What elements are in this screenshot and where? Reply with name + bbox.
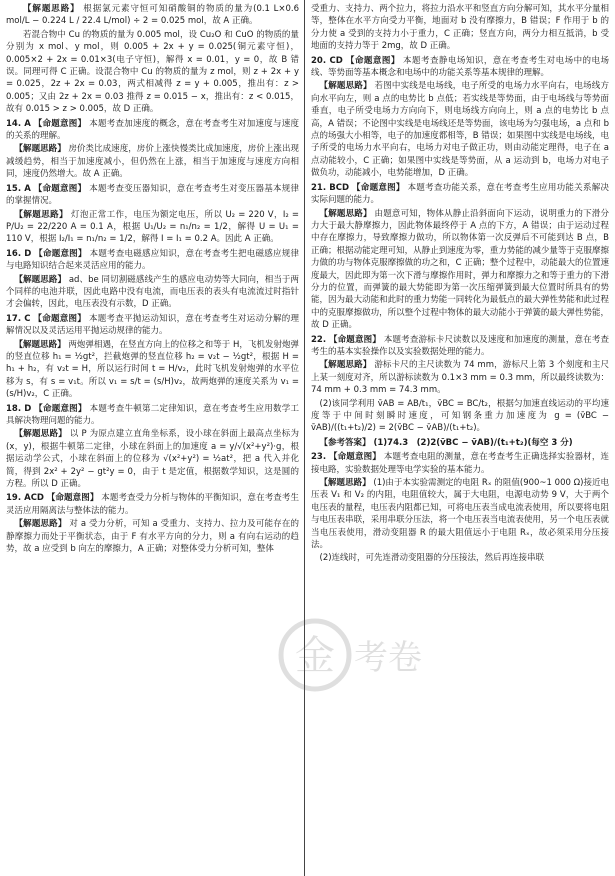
question-16 xyxy=(6,248,299,273)
solution-label: 【解题思路】 xyxy=(14,339,66,350)
question-number: 19. ACD xyxy=(6,493,44,504)
intent-label: 【命题意图】 xyxy=(33,313,87,324)
answer-text: (1)74.3 (2)2(v̄BC − v̄AB)/(t₁+t₂)(每空 3 分) xyxy=(373,437,573,448)
column-divider xyxy=(304,0,305,876)
solution-text: 游标卡尺的主尺读数为 74 mm，游标尺上第 3 个刻度和主尺上某一刻度对齐，所以游标读数为 0.1×3 mm = 0.3 mm，所以最终读数为：74 mm + 0.3 mm = 74.3 mm。 xyxy=(311,360,609,396)
intent-text: 本题考查加速度的概念，意在考查考生对加速度与速度的关系的理解。 xyxy=(6,118,299,142)
intent-label: 【命题意图】 xyxy=(345,55,400,66)
question-number: 21. BCD xyxy=(311,182,350,193)
question-number: 18. D xyxy=(6,403,32,414)
answer-label: 【参考答案】 xyxy=(319,437,371,448)
q19-solution xyxy=(6,518,299,555)
intent-text: 本题考查牛顿第二定律知识，意在考查考生应用数学工具解决物理问题的能力。 xyxy=(6,403,299,426)
solution-label: 【解题思路】 xyxy=(14,429,67,440)
solution-text: 若图中实线是电场线，电子所受的电场力水平向右，电场线方向水平向左，则 a 点的电势比 b 点低；若实线是等势面，由于电场线与等势面垂直，电子所受电场力方向向下，则电场线方向向上，则 a 点的电势比 b 点高，A 错误；不论图中实线是电场线还是等势面，该电场为匀强电场，a 点和 b 点的场强大小相等，电子的加速度都相等，B 错误；如果图中实线是电场线，电子所受的电场力水平向右，电场力对电子做正功，则由动能定理得，电子在 a 点动能较小，C 正确；如果图中实线是等势面，从 a 运动到 b，电场力对电子做负功，动能减小，电势能增加，D 正确。 xyxy=(311,81,609,179)
intent-label: 【命题意图】 xyxy=(352,182,405,193)
q17-solution xyxy=(6,339,299,401)
question-22 xyxy=(311,334,609,359)
right-column xyxy=(311,3,609,873)
question-number: 20. CD xyxy=(311,55,343,66)
question-number: 14. A xyxy=(6,118,31,129)
solution-text: 由题意可知，物体从静止沿斜面向下运动，说明重力的下滑分力大于最大静摩擦力，因此物体最终停于 A 点的下方，A 错误；由于运动过程中存在摩擦力，导致摩擦力做功，所以物体第一次反弹后不可能到达 B 点，B 正确；根据动能定理可知，从静止到速度为零，重力势能的减少量等于克服摩擦力做的功与物体克服摩擦做的功之和，C 正确；整个过程中，动能最大的位置速度最大，因此即为第一次下滑与摩擦作用时，弹力和摩擦力之和等于重力的下滑分力的位置，而弹簧的最大势能即为第一次压缩弹簧到最大位置时所具有的势能，因为最大动能和此时的重力势能一同转化为最低点的最大弹性势能和此过程中的克服摩擦做功，所以整个过程中物体的最大动能小于弹簧的最大弹性势能，故 D 正确。 xyxy=(311,208,609,331)
question-23 xyxy=(311,451,609,476)
question-19 xyxy=(6,492,299,517)
question-21 xyxy=(311,182,609,207)
intent-text: 本题考查电磁感应知识，意在考查考生把电磁感应规律与电路知识结合起来灵活应用的能力。 xyxy=(6,248,299,272)
question-number: 23. xyxy=(311,452,327,463)
q15-solution xyxy=(6,209,299,246)
solution-label: 【解题思路】 xyxy=(14,519,67,530)
solution-text: 房价类比成速度，房价上涨快慢类比成加速度，房价上涨出现减缓趋势，相当于加速度减小，但仍然在上涨，相当于加速度与速度方向相同，速度仍然增大。故 A 正确。 xyxy=(6,144,299,180)
question-14 xyxy=(6,118,299,143)
intent-text: 本题考查静电场知识，意在考查考生对电场中的电场线、等势面等基本概念和电场中的功能关系等基本规律的理解。 xyxy=(311,55,609,79)
q23-solution-1 xyxy=(311,477,609,551)
intent-text: 本题考查游标卡尺读数以及速度和加速度的测量，意在考查考生的基本实验操作以及实验数据处理的能力。 xyxy=(311,334,609,357)
intent-label: 【命题意图】 xyxy=(34,248,87,259)
solution-label: 【解题思路】 xyxy=(14,209,68,220)
question-20 xyxy=(311,55,609,80)
q23-solution-2: (2)连线时，可先连滑动变阻器的分压接法，然后再连接串联 xyxy=(319,553,545,564)
solution-text: ad、be 同切割磁感线产生的感应电动势等大同向，相当于两个同样的电池并联，因此电路中没有电流，而电压表的表头有电流流过时指针才会偏转，因此，电压表没有示数，D 正确。 xyxy=(6,274,299,310)
intent-text: 本题考查功能关系，意在考查考生应用功能关系解决实际问题的能力。 xyxy=(311,182,609,206)
solution-label: 【解题思路】 xyxy=(319,478,371,489)
q13-text-1: 根据氯元素守恒可知硝酸铜的物质的量为(0.1 L×0.6 mol/L − 0.224 L / 22.4 L/mol) ÷ 2 = 0.025 mol，故 A 正确。 xyxy=(6,4,299,27)
question-number: 15. A xyxy=(6,183,31,194)
intent-text: 本题考查变压器知识，意在考查考生对变压器基本规律的掌握情况。 xyxy=(6,183,299,207)
solution-label: 【解题思路】 xyxy=(319,208,372,219)
question-17 xyxy=(6,313,299,338)
left-column xyxy=(6,3,299,873)
solution-text: 以 P 为原点建立直角坐标系，设小球在斜面上最高点坐标为(x，y)，根据牛顿第二定律，小球在斜面上的加速度 a = y/√(x²+y²)·g，根据运动学公式，小球在斜面上的位移为 √(x²+y²) = ½at²，把 a 代入并化简，得到 2x² + 2y² − gt²y = 0，由于 t 是定值，根据数学知识，这是圆的方程。所以 D 正确。 xyxy=(6,429,299,490)
intent-label: 【命题意图】 xyxy=(46,493,99,504)
question-15 xyxy=(6,183,299,208)
watermark-text: 金 xyxy=(295,633,335,679)
solution-text: 灯泡正常工作，电压为额定电压，所以 U₂ = 220 V，I₂ = P/U₂ = 22/220 A = 0.1 A，根据 U₁/U₂ = n₁/n₂ = 1/2，解得 U = U₁ = 110 V，根据 I₂/I₁ = n₁/n₂ = 1/2，解得 I = I₁ = 0.2 A。因此 A 正确。 xyxy=(6,209,299,245)
solution-text: 两炮弹相遇，在竖直方向上的位移之和等于 H，飞机发射炮弹的竖直位移 h₁ = ½gt²，拦截炮弹的竖直位移 h₂ = v₂t − ½gt²，根据 H = h₁ + h₂，有 v₂t = H，所以运行时间 t = H/v₂，此时飞机发射炮弹的水平位移为 s，有 s = v₁t。所以 v₁ = s/t = (s/H)v₂，故两炮弹的速度关系为 v₁ = (s/H)v₂，C 正确。 xyxy=(6,339,299,400)
q16-solution xyxy=(6,274,299,311)
q14-solution xyxy=(6,143,299,180)
solution-label: 【解题思路】 xyxy=(319,81,372,92)
intent-label: 【命题意图】 xyxy=(328,334,381,345)
intent-label: 【命题意图】 xyxy=(33,183,87,194)
intent-text: 本题考查受力分析与物体的平衡知识，意在考查考生灵活应用隔离法与整体法的能力。 xyxy=(6,493,299,516)
solution-label: 【解题思路】 xyxy=(319,360,372,371)
solution-text: 对 a 受力分析，可知 a 受重力、支持力、拉力及可能存在的静摩擦力而处于平衡状态，由于 F 有水平方向的分力，则 a 有向右运动的趋势，故 a 应受到 b 向左的摩擦力，A 正确；对整体受力分析可知，整体 xyxy=(6,519,299,555)
q13-continuation-1 xyxy=(6,3,299,28)
solution-label: 【解题思路】 xyxy=(23,4,80,14)
intent-label: 【命题意图】 xyxy=(33,118,87,129)
solution-label: 【解题思路】 xyxy=(14,144,66,155)
intent-text: 本题考查平抛运动知识，意在考查考生对运动分解的理解情况以及灵活运用平抛运动规律的能力。 xyxy=(6,313,299,337)
question-18 xyxy=(6,403,299,428)
q22-reference-answer xyxy=(311,437,609,449)
intent-label: 【命题意图】 xyxy=(328,452,381,463)
q21-solution xyxy=(311,208,609,332)
q18-solution xyxy=(6,428,299,490)
watermark-text-rest: 考卷 xyxy=(354,638,422,678)
q13-continuation-2: 若混合物中 Cu 的物质的量为 0.005 mol，设 Cu₂O 和 CuO 的物质的量分别为 x mol、y mol，则 0.005 + 2x + y = 0.025(铜元素守恒)，0.005×2 + 2x = 0.01×3(电子守恒)，解得 x = 0.01，y = 0，故 B 错误。同理可得 C 正确。设混合物中 Cu 的物质的量为 z mol，则 z + 2x + y = 0.025，2z + 2x = 0.03，两式相减得 z = y + 0.005，推出有：z > 0.005；又由 2z + 2x = 0.03 推得 z = 0.015 − x，推出有：z < 0.015，故有 0.015 > z > 0.005，故 D 正确。 xyxy=(6,29,299,115)
q22-solution-1 xyxy=(311,359,609,396)
question-number: 22. xyxy=(311,334,327,345)
question-number: 16. D xyxy=(6,248,32,259)
solution-label: 【解题思路】 xyxy=(14,274,67,285)
intent-text: 本题考查电阻的测量，意在考查考生正确选择实验器材，连接电路，实验数据处理等电学实验的基本能力。 xyxy=(311,452,609,475)
solution-text: (1)由于本实验需测定的电阻 Rₓ 的阻值(900~1 000 Ω)接近电压表 V₁ 和 V₂ 的内阻，电阻值较大，属于大电阻，电源电动势 9 V，大于两个电压表的量程，电压表内阻都已知，可将电压表当成电流表使用，所以要将电阻与电压表串联，采用串联分压法，将一个电压表当电流表使用，另一个电压表就当电压表使用，滑动变阻器 R 的最大阻值远小于电阻 Rₓ，故必须采用分压接法。 xyxy=(311,478,609,551)
q22-solution-2: (2)该同学利用 v̄AB = AB/t₁，v̄BC = BC/t₂，根据匀加速直线运动的平均速度等于中间时刻瞬时速度，可知钢条重力加速度为 g = (v̄BC − v̄AB)/((t₁+t₂)/2) = 2(v̄BC − v̄AB)/(t₁+t₂)。 xyxy=(311,398,609,434)
q19-continuation: 受重力、支持力、两个拉力，将拉力沿水平和竖直方向分解可知，其水平分量相等，整体在水平方向受力平衡，地面对 b 没有摩擦力，B 错误；F 作用于 b 的分力使 a 受到的支持力小于重力，C 正确；竖直方向，两分力相互抵消，b 受地面的支持力等于 2mg，故 D 正确。 xyxy=(311,4,609,52)
intent-label: 【命题意图】 xyxy=(34,403,87,414)
question-number: 17. C xyxy=(6,313,31,324)
q20-solution xyxy=(311,80,609,179)
